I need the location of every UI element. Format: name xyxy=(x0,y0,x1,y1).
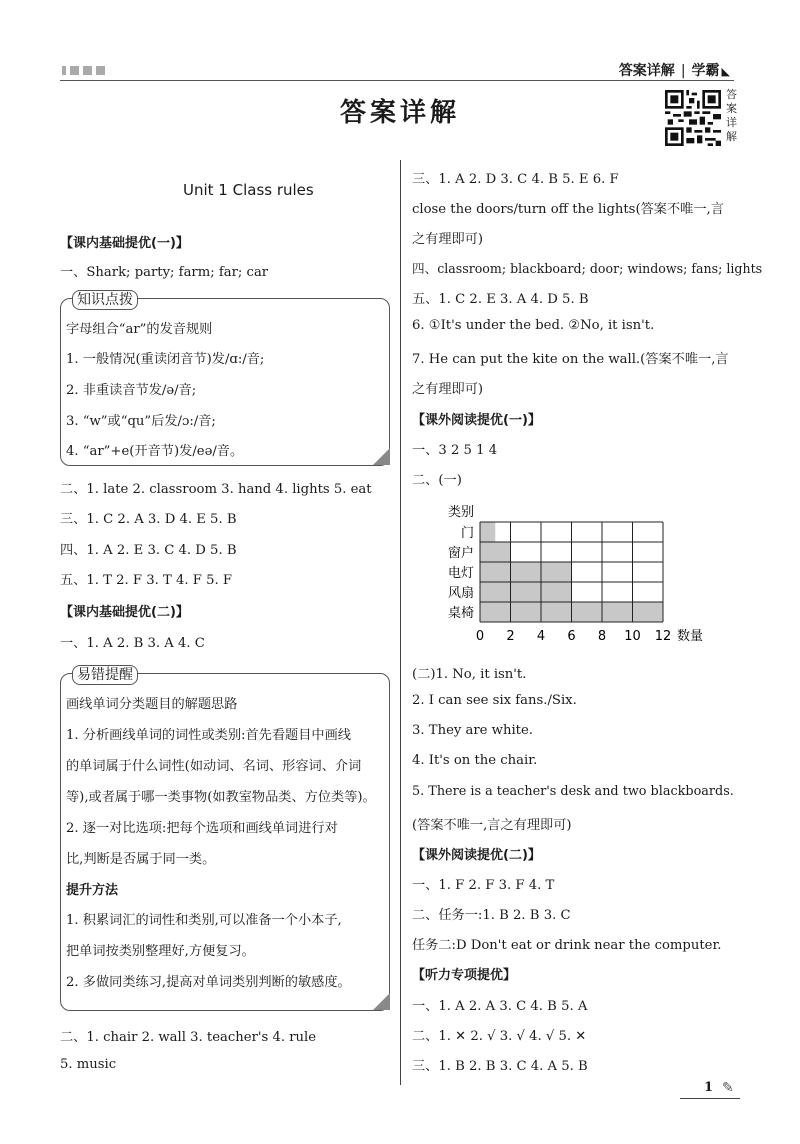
answer-line: (二)1. No, it isn't. xyxy=(412,667,527,682)
answer-line: 之有理即可) xyxy=(412,232,484,247)
tip-line: 3. “w”或“qu”后发/ɔ:/音; xyxy=(66,414,216,429)
section-heading: 【听力专项提优】 xyxy=(412,968,517,983)
page-fold-icon xyxy=(373,993,390,1010)
section-heading: 【课外阅读提优(二)】 xyxy=(412,848,541,863)
answer-line: 五、1. T 2. F 3. T 4. F 5. F xyxy=(60,573,233,588)
page-fold-icon xyxy=(373,448,390,465)
tip-line: 1. 积累词汇的词性和类别,可以准备一个小本子, xyxy=(66,913,342,928)
category-label: 电灯 xyxy=(447,566,474,581)
answer-line: 二、1. ✕ 2. √ 3. √ 4. √ 5. ✕ xyxy=(412,1029,587,1044)
tip-line: 比,判断是否属于同一类。 xyxy=(66,852,216,867)
answer-line: 五、1. C 2. E 3. A 4. D 5. B xyxy=(412,292,589,307)
qr-caption: 答 案 详 解 xyxy=(726,88,737,143)
pencil-icon: ✎ xyxy=(722,1080,734,1096)
answer-line: 三、1. B 2. B 3. C 4. A 5. B xyxy=(412,1059,588,1074)
answer-line: 一、Shark; party; farm; far; car xyxy=(60,265,269,280)
footer-rule xyxy=(680,1098,740,1099)
answer-line: 任务二:D Don't eat or drink near the computer. xyxy=(412,938,722,953)
tip-line: 2. 多做同类练习,提高对单词类别判断的敏感度。 xyxy=(66,975,351,990)
qr-code-icon[interactable] xyxy=(665,90,721,146)
answer-line: 三、1. A 2. D 3. C 4. B 5. E 6. F xyxy=(412,172,619,187)
answer-line: 5. There is a teacher's desk and two blackboards. xyxy=(412,784,734,799)
answer-line: 之有理即可) xyxy=(412,382,484,397)
x-tick-label: 12 xyxy=(654,629,672,644)
tip-line: 把单词按类别整理好,方便复习。 xyxy=(66,944,255,959)
tip-line: 画线单词分类题目的解题思路 xyxy=(66,697,238,712)
answer-line: 三、1. C 2. A 3. D 4. E 5. B xyxy=(60,512,237,527)
header-decoration xyxy=(62,66,105,75)
category-count-chart xyxy=(440,498,710,648)
answer-line: 3. They are white. xyxy=(412,723,533,738)
header-label xyxy=(619,60,730,80)
bar xyxy=(480,582,572,602)
category-label: 窗户 xyxy=(447,546,474,561)
x-axis-title: 数量 xyxy=(677,629,704,644)
answer-line: 一、1. F 2. F 3. F 4. T xyxy=(412,878,555,893)
header-rule xyxy=(60,80,734,81)
x-tick-label: 10 xyxy=(624,629,641,644)
tip-line: 1. 一般情况(重读闭音节)发/ɑ:/音; xyxy=(66,352,265,367)
tip-line: 1. 分析画线单词的词性或类别:首先看题目中画线 xyxy=(66,728,351,743)
answer-line: (答案不唯一,言之有理即可) xyxy=(412,818,572,833)
unit-title: Unit 1 Class rules xyxy=(183,181,314,199)
answer-line: 一、3 2 5 1 4 xyxy=(412,443,498,458)
x-tick-label: 2 xyxy=(506,629,515,644)
x-tick-label: 8 xyxy=(597,629,607,644)
answer-line: 2. I can see six fans./Six. xyxy=(412,693,577,708)
section-heading: 【课内基础提优(一)】 xyxy=(60,236,189,251)
tip-line: 的单词属于什么词性(如动词、名词、形容词、介词 xyxy=(66,759,362,774)
tip-line: 2. 非重读音节发/ə/音; xyxy=(66,383,197,398)
section-heading: 【课内基础提优(二)】 xyxy=(60,605,189,620)
answer-line: 四、1. A 2. E 3. C 4. D 5. B xyxy=(60,543,237,558)
tip-line: 等),或者属于哪一类事物(如教室物品类、方位类等)。 xyxy=(66,790,376,805)
answer-line: 二、任务一:1. B 2. B 3. C xyxy=(412,908,571,923)
page-title: 答案详解 xyxy=(339,98,460,128)
graduation-cap-icon: ◣ xyxy=(721,65,730,78)
header-section-label: 答案详解 xyxy=(618,63,675,79)
knowledge-tip-tab: 知识点拨 xyxy=(72,290,138,310)
category-label: 门 xyxy=(460,526,474,541)
answer-line: 二、1. late 2. classroom 3. hand 4. lights 5. eat xyxy=(60,482,372,497)
page-number: 1 xyxy=(704,1080,714,1095)
header-separator: | xyxy=(680,63,686,79)
tip-line: 4. “ar”+e(开音节)发/eə/音。 xyxy=(66,444,244,459)
bar xyxy=(480,522,495,542)
section-heading: 【课外阅读提优(一)】 xyxy=(412,413,541,428)
answer-line: 一、1. A 2. B 3. A 4. C xyxy=(60,636,205,651)
x-tick-label: 0 xyxy=(475,629,485,644)
answer-line: 一、1. A 2. A 3. C 4. B 5. A xyxy=(412,999,588,1014)
y-axis-title: 类别 xyxy=(447,505,474,520)
x-tick-label: 6 xyxy=(567,629,576,644)
tip-line: 字母组合“ar”的发音规则 xyxy=(66,322,213,337)
answer-line: 7. He can put the kite on the wall.(答案不唯一,言 xyxy=(412,352,729,367)
error-tip-tab: 易错提醒 xyxy=(72,665,138,685)
tip-subheading: 提升方法 xyxy=(66,883,119,898)
answer-line: 二、1. chair 2. wall 3. teacher's 4. rule xyxy=(60,1030,317,1045)
column-divider xyxy=(400,160,401,1085)
header-brand: 学霸 xyxy=(691,63,720,79)
answer-line: 4. It's on the chair. xyxy=(412,753,538,768)
category-label: 风扇 xyxy=(447,586,474,601)
bar xyxy=(480,542,511,562)
x-tick-label: 4 xyxy=(536,629,546,644)
answer-line: 四、classroom; blackboard; door; windows; fans; lights xyxy=(412,261,763,276)
bar xyxy=(480,562,572,582)
answer-line: 二、(一) xyxy=(412,473,462,488)
answer-line: close the doors/turn off the lights(答案不唯一,言 xyxy=(412,202,724,217)
tip-line: 2. 逐一对比选项:把每个选项和画线单词进行对 xyxy=(66,821,338,836)
answer-line: 5. music xyxy=(60,1057,117,1072)
answer-line: 6. ①It's under the bed. ②No, it isn't. xyxy=(412,318,655,333)
category-label: 桌椅 xyxy=(447,606,474,621)
